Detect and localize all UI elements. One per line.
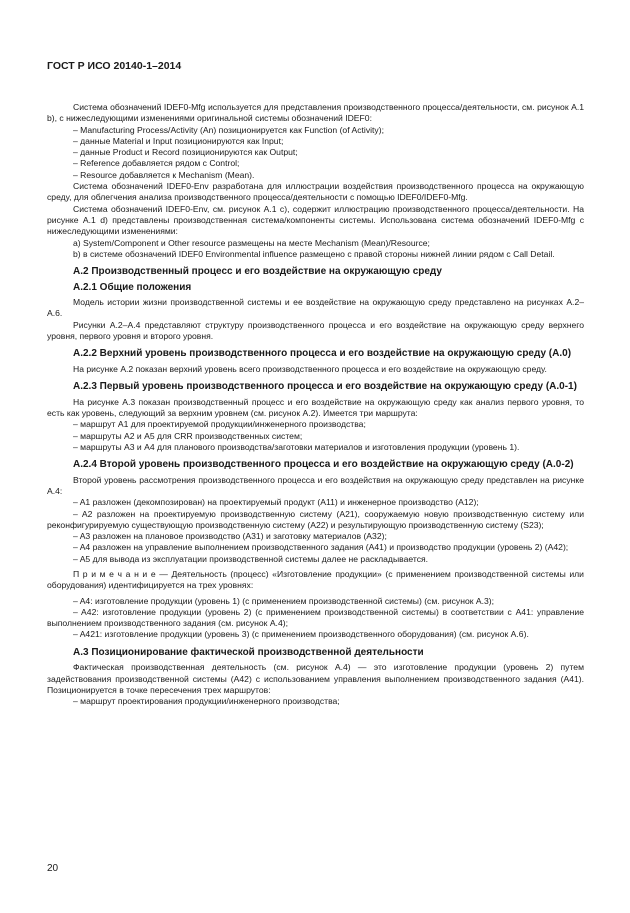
list-item: – маршруты A2 и A5 для CRR производственных систем;: [73, 430, 303, 441]
paragraph: Модель истории жизни производственной системы и ее воздействие на окружающую среду представлено на рисунках A.2–A.6.: [47, 297, 584, 319]
paragraph: На рисунке A.2 показан верхний уровень всего производственного процесса и его воздействие на окружающую среду.: [73, 363, 547, 374]
paragraph: На рисунке A.3 показан производственный процесс и его воздействие на окружающую среду как анализ первого уровня, то есть как уровень, следующий за верхним уровнем (см. рисунок A.2). Имеется три маршрута:: [47, 396, 584, 418]
list-item: – A1 разложен (декомпозирован) на проектируемый продукт (A11) и инженерное производство (A12);: [73, 497, 479, 508]
note: [47, 569, 584, 592]
note-label: П р и м е ч а н и е: [73, 569, 156, 579]
list-item: – Reference добавляется рядом с Control;: [73, 158, 240, 169]
list-item: b) в системе обозначений IDEF0 Environmental influence размещено с правой стороны нижней линии рядом с Call Detail.: [73, 248, 555, 259]
list-item: – A2 разложен на проектируемую производственную систему (A21), сооружаемую новую производственную систему или реконфигурируемую существующую производственную систему (A22) и результирующую производственную систему (S23);: [47, 508, 584, 530]
paragraph: Система обозначений IDEF0-Env, см. рисунок A.1 c), содержит иллюстрацию производственного процесса/деятельности. На рисунке A.1 d) представлены производственная система/компоненты системы. Использована система обозначений IDEF0-Mfg с нижеследующими изменениями:: [47, 203, 584, 237]
list-item: – маршрут проектирования продукции/инженерного производства;: [73, 696, 340, 707]
section-heading-a24: A.2.4 Второй уровень производственного процесса и его воздействие на окружающую среду (A.0-2): [73, 459, 574, 471]
list-item: – маршрут A1 для проектируемой продукции/инженерного производства;: [73, 419, 366, 430]
list-item: – A421: изготовление продукции (уровень 3) (с применением производственного оборудования) (см. рисунок A.6).: [73, 629, 529, 640]
page-number: 20: [47, 863, 59, 874]
section-heading-a23: A.2.3 Первый уровень производственного процесса и его воздействие на окружающую среду (A.0-1): [73, 381, 577, 393]
list-item: – A4: изготовление продукции (уровень 1) (с применением производственной системы) (см. рисунок A.3);: [73, 595, 495, 606]
section-heading-a3: A.3 Позиционирование фактической производственной деятельности: [73, 646, 424, 658]
list-item: – маршруты A3 и A4 для планового производства/заготовки материалов и изготовления продукции (уровень 1).: [73, 441, 520, 452]
list-item: – A42: изготовление продукции (уровень 2) (с применением производственной системы) в соответствии с A41: управление выполнением производственного задания (см. рисунок A.4);: [47, 606, 584, 629]
paragraph: Второй уровень рассмотрения производственного процесса и его воздействия на окружающую среду представлен на рисунке A.4:: [47, 474, 584, 496]
list-item: – A5 для вывода из эксплуатации производственной системы далее не раскладывается.: [73, 553, 429, 564]
document-header: ГОСТ Р ИСО 20140-1–2014: [47, 60, 182, 72]
list-item: – A4 разложен на управление выполнением производственного задания (A41) и производство продукции (уровень 2) (A42);: [73, 542, 569, 553]
note-text: — Деятельность (процесс) «Изготовление продукции» (с применением производственной системы или оборудования) идентифицируется на трех уровнях:: [47, 569, 584, 591]
paragraph: Рисунки A.2–A.4 представляют структуру производственного процесса и его воздействие на окружающую среду верхнего уровня, первого уровня и второго уровня.: [47, 319, 584, 342]
paragraph: Система обозначений IDEF0-Mfg используется для представления производственного процесса/деятельности, см. рисунок A.1 b), с нижеследующими изменениями оригинальной системы обозначений IDEF0:: [47, 102, 584, 124]
section-heading-a22: A.2.2 Верхний уровень производственного процесса и его воздействие на окружающую среду (A.0): [73, 348, 572, 360]
list-item: – Resource добавляется к Mechanism (Mean).: [73, 169, 255, 180]
list-item: – Manufacturing Process/Activity (An) позиционируется как Function (of Activity);: [73, 124, 384, 135]
page-content: [47, 102, 584, 707]
paragraph: Фактическая производственная деятельность (см. рисунок A.4) — это изготовление продукции (уровень 2) путем задействования производственной системы (A42) с использованием управления выполнением производственного задания (A41). Позиционируется в точке пересечения трех маршрутов:: [47, 662, 584, 695]
list-item: a) System/Component и Other resource размещены на месте Mechanism (Mean)/Resource;: [73, 237, 430, 248]
section-heading-a2: A.2 Производственный процесс и его воздействие на окружающую среду: [73, 266, 442, 278]
list-item: – данные Material и Input позиционируются как Input;: [73, 135, 284, 146]
section-heading-a21: A.2.1 Общие положения: [73, 281, 192, 293]
paragraph: Система обозначений IDEF0-Env разработана для иллюстрации воздействия производственного процесса на окружающую среду, для облегчения анализа производственного процесса/деятельности с помощью IDEF0/IDEF0-Mfg.: [47, 181, 584, 203]
list-item: – A3 разложен на плановое производство (A31) и заготовку материалов (A32);: [73, 531, 387, 542]
list-item: – данные Product и Record позиционируются как Output;: [73, 147, 298, 158]
